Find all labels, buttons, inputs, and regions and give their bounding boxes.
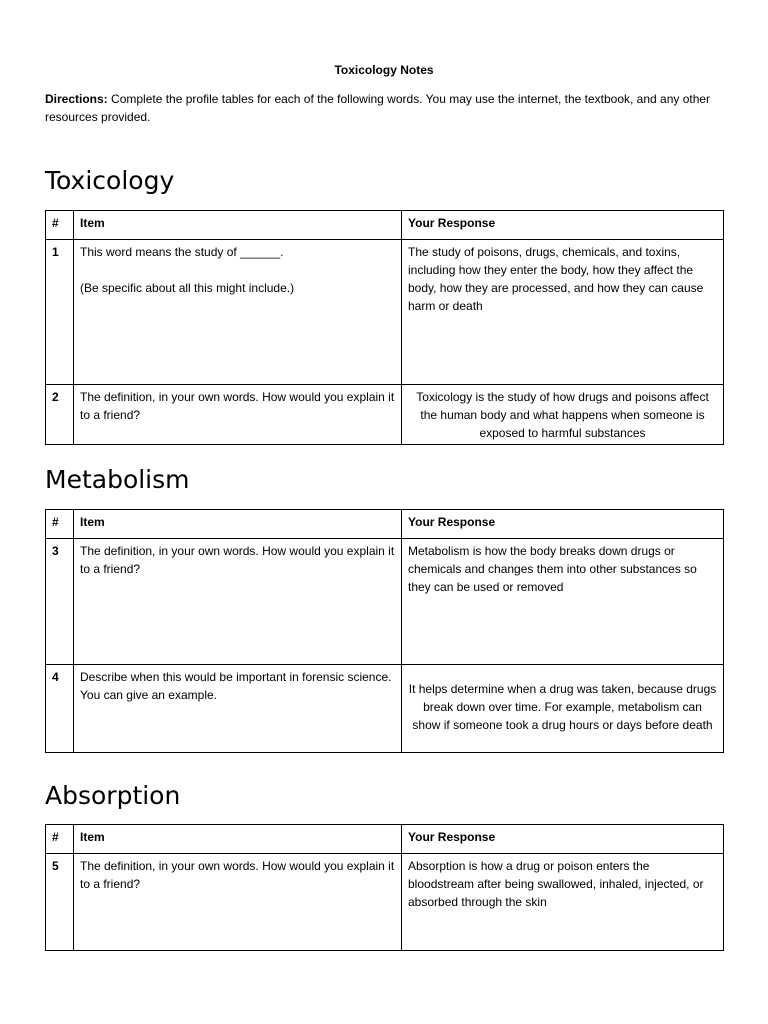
table-header-row — [46, 211, 724, 240]
row-num: 2 — [46, 385, 74, 445]
row-prompt: The definition, in your own words. How would you explain it to a friend? — [74, 539, 402, 665]
row-response[interactable]: Metabolism is how the body breaks down drugs or chemicals and changes them into other substances so they can be used or removed — [402, 539, 724, 665]
directions-text: Complete the profile tables for each of the following words. You may use the internet, the textbook, and any other resources provided. — [45, 92, 711, 124]
profile-table-metabolism — [45, 509, 724, 753]
row-response[interactable]: It helps determine when a drug was taken, because drugs break down over time. For example, metabolism can show if someone took a drug hours or days before death — [402, 665, 724, 753]
header-num: # — [46, 825, 74, 854]
row-response[interactable]: The study of poisons, drugs, chemicals, and toxins, including how they enter the body, how they affect the body, how they are processed, and how they can cause harm or death — [402, 240, 724, 385]
header-item: Item — [74, 825, 402, 854]
row-prompt: The definition, in your own words. How would you explain it to a friend? — [74, 385, 402, 445]
row-response[interactable]: Absorption is how a drug or poison enters the bloodstream after being swallowed, inhaled, injected, or absorbed through the skin — [402, 854, 724, 951]
row-num: 1 — [46, 240, 74, 385]
table-row — [46, 240, 724, 385]
table-row — [46, 539, 724, 665]
row-prompt: The definition, in your own words. How would you explain it to a friend? — [74, 854, 402, 951]
directions — [45, 90, 735, 126]
table-row — [46, 385, 724, 445]
row-prompt — [74, 240, 402, 385]
section-heading-absorption: Absorption — [45, 781, 181, 810]
row-num: 4 — [46, 665, 74, 753]
header-response: Your Response — [402, 211, 724, 240]
table-row — [46, 665, 724, 753]
directions-label: Directions: — [45, 92, 108, 106]
profile-table-absorption — [45, 824, 724, 951]
row-num: 5 — [46, 854, 74, 951]
section-heading-metabolism: Metabolism — [45, 465, 190, 494]
table-row — [46, 854, 724, 951]
row-response[interactable]: Toxicology is the study of how drugs and poisons affect the human body and what happens when someone is exposed to harmful substances — [402, 385, 724, 445]
header-num: # — [46, 510, 74, 539]
header-response: Your Response — [402, 825, 724, 854]
header-item: Item — [74, 510, 402, 539]
row-num: 3 — [46, 539, 74, 665]
table-header-row — [46, 825, 724, 854]
section-heading-toxicology: Toxicology — [45, 166, 175, 195]
table-header-row — [46, 510, 724, 539]
header-item: Item — [74, 211, 402, 240]
prompt-text: This word means the study of ______. — [80, 245, 284, 259]
page-title: Toxicology Notes — [334, 63, 434, 77]
prompt-note: (Be specific about all this might include.) — [80, 281, 295, 295]
profile-table-toxicology — [45, 210, 724, 445]
header-num: # — [46, 211, 74, 240]
row-prompt: Describe when this would be important in forensic science. You can give an example. — [74, 665, 402, 753]
header-response: Your Response — [402, 510, 724, 539]
